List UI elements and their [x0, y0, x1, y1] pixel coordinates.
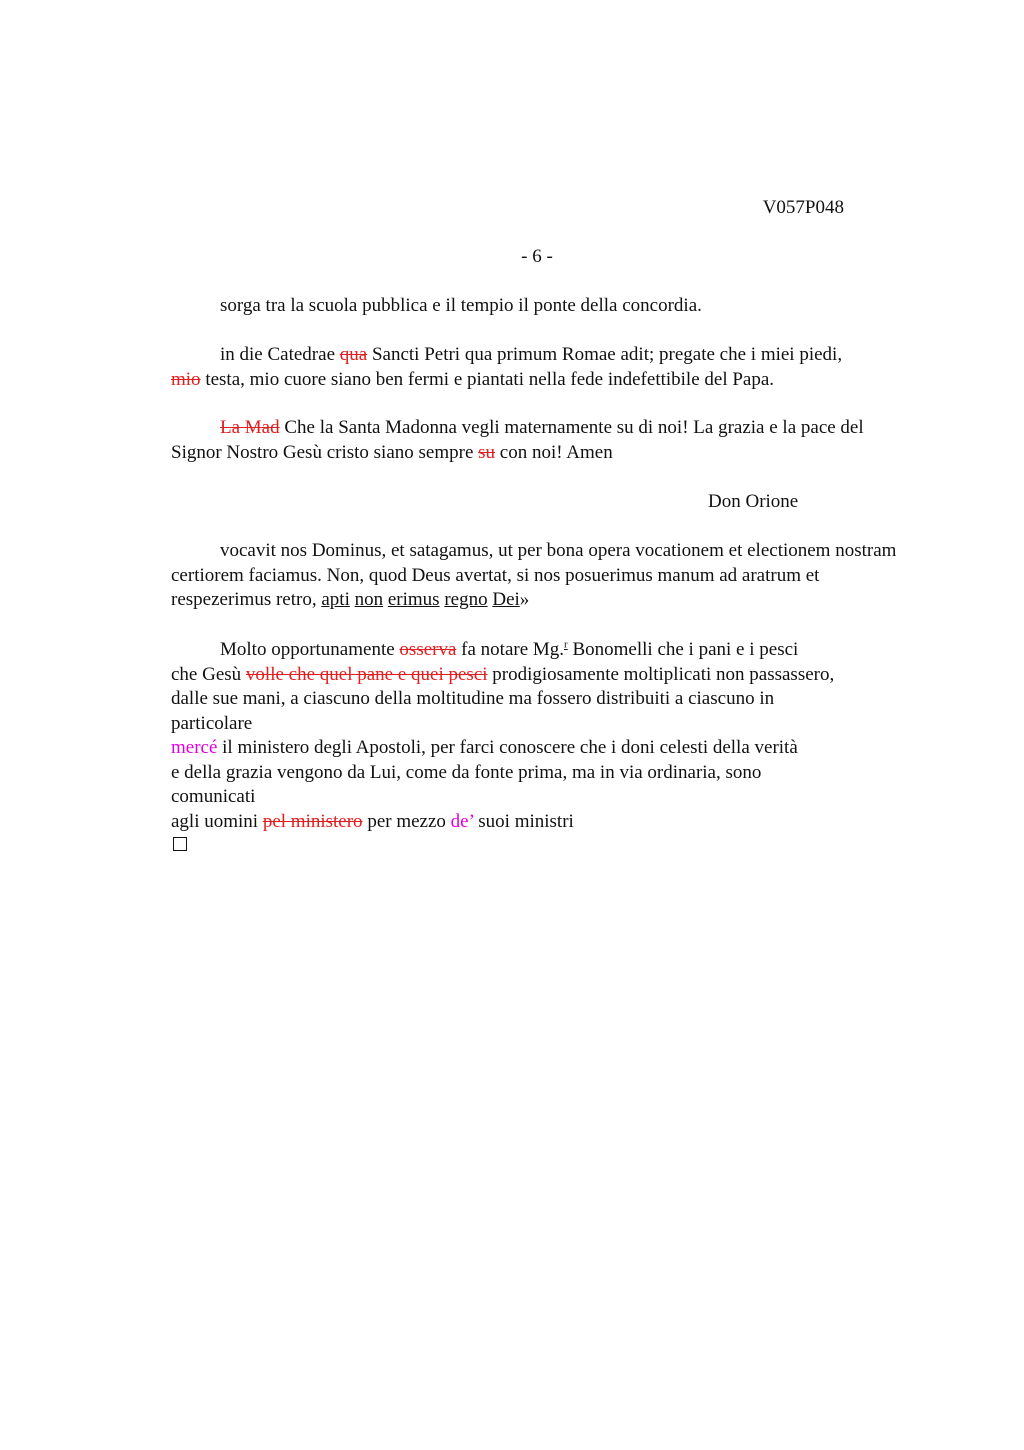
p5-text-1: Molto opportunamente: [220, 639, 400, 660]
p5-line-3: dalle sue mani, a ciascuno della moltitudine ma fossero distribuiti a ciascuno in: [171, 688, 775, 709]
paragraph-2: [171, 343, 911, 392]
p5-text-7: suoi ministri: [473, 810, 574, 832]
p5-deletion-1: osserva: [399, 639, 457, 660]
p5-text-2: fa notare Mg.: [456, 639, 565, 660]
p5-line2-text: che Gesù: [171, 663, 246, 685]
p5-line-4: particolare: [171, 712, 253, 734]
paragraph-1-text: sorga tra la scuola pubblica e il tempio il ponte della concordia.: [220, 295, 702, 316]
p4-text-2: »: [519, 589, 530, 610]
p5-text-6: per mezzo: [362, 810, 451, 832]
paragraph-5: [171, 638, 911, 834]
p4-text-1: vocavit nos Dominus, et satagamus, ut per bona opera vocationem et electionem nostram certiorem faciamus. Non, quod Deus avertat, si nos posuerimus manum ad aratrum et respezerimus retro,: [171, 540, 897, 610]
p4-underlined-5: Dei: [492, 589, 520, 610]
p2-text-3: testa, mio cuore siano ben fermi e piantati nella fede indefettibile del Papa.: [200, 368, 775, 390]
p5-superscript: r: [564, 638, 568, 651]
p2-text-2: Sancti Petri qua primum Romae adit; pregate che i miei piedi,: [367, 344, 843, 365]
p3-text-2: con noi! Amen: [495, 441, 613, 463]
paragraph-3: [171, 416, 911, 465]
empty-checkbox-glyph: [173, 837, 187, 851]
p5-insertion-2: de’: [450, 810, 474, 832]
p5-text-5: il ministero degli Apostoli, per farci conoscere che i doni celesti della verità: [217, 737, 798, 758]
p5-line8-text: agli uomini: [171, 810, 263, 832]
p5-deletion-3: pel ministero: [262, 810, 363, 832]
p2-deletion-1: qua: [339, 344, 368, 365]
p4-underlined-1: apti: [321, 589, 350, 610]
p5-line-7: comunicati: [171, 786, 256, 807]
page-number: - 6 -: [521, 246, 553, 267]
p5-insertion-1: mercé: [171, 737, 218, 758]
p2-text-1: in die Catedrae: [220, 344, 340, 365]
p5-deletion-2: volle che quel pane e quei pesci: [245, 663, 488, 685]
p2-deletion-2: mio: [171, 368, 201, 390]
p3-deletion-2: su: [478, 441, 496, 463]
p4-underlined-3: erimus: [387, 589, 440, 610]
p5-text-4: prodigiosamente moltiplicati non passassero,: [487, 663, 835, 685]
p3-deletion-1: La Mad: [220, 417, 280, 438]
paragraph-1: [171, 294, 911, 319]
p5-line-6: e della grazia vengono da Lui, come da fonte prima, ma in via ordinaria, sono: [171, 761, 762, 783]
document-id: V057P048: [762, 197, 844, 218]
p3-text-1: Che la Santa Madonna vegli maternamente su di noi! La grazia e la pace del Signor Nostro Gesù cristo siano sempre: [171, 417, 864, 463]
p5-text-3: Bonomelli che i pani e i pesci: [567, 639, 799, 660]
paragraph-4: [171, 539, 911, 613]
p4-underlined-4: regno: [444, 589, 488, 610]
signature: Don Orione: [708, 491, 799, 512]
p4-underlined-2: non: [354, 589, 384, 610]
